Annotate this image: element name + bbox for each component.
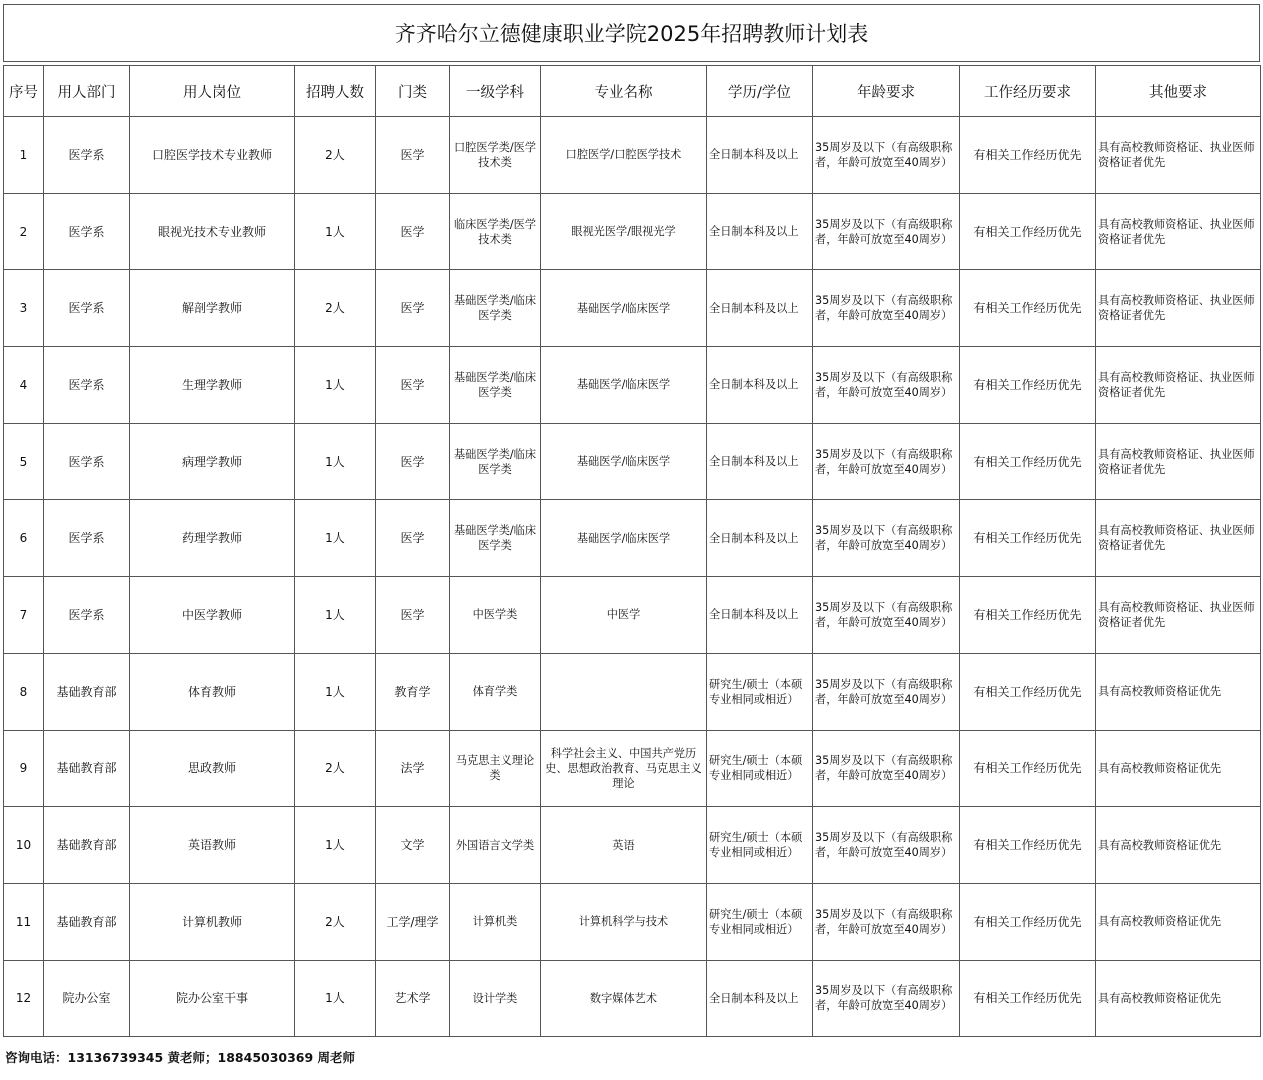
cell-category: 法学 bbox=[376, 730, 450, 807]
cell-degree: 全日制本科及以上 bbox=[707, 347, 813, 424]
cell-discipline: 中医学类 bbox=[450, 577, 541, 654]
cell-index: 6 bbox=[4, 500, 44, 577]
cell-discipline: 基础医学类/临床医学类 bbox=[450, 423, 541, 500]
cell-position: 生理学教师 bbox=[130, 347, 295, 424]
cell-experience: 有相关工作经历优先 bbox=[960, 960, 1096, 1037]
cell-age: 35周岁及以下（有高级职称者，年龄可放宽至40周岁） bbox=[813, 807, 960, 884]
cell-other: 具有高校教师资格证、执业医师资格证者优先 bbox=[1096, 193, 1261, 270]
table-row bbox=[4, 960, 1261, 1037]
cell-index: 4 bbox=[4, 347, 44, 424]
cell-count: 2人 bbox=[295, 117, 376, 194]
cell-index: 10 bbox=[4, 807, 44, 884]
table-row bbox=[4, 500, 1261, 577]
cell-age: 35周岁及以下（有高级职称者，年龄可放宽至40周岁） bbox=[813, 193, 960, 270]
cell-major: 基础医学/临床医学 bbox=[541, 347, 707, 424]
cell-discipline: 基础医学类/临床医学类 bbox=[450, 347, 541, 424]
cell-index: 7 bbox=[4, 577, 44, 654]
cell-major: 眼视光医学/眼视光学 bbox=[541, 193, 707, 270]
header-cell: 其他要求 bbox=[1096, 66, 1261, 117]
cell-department: 医学系 bbox=[44, 423, 130, 500]
cell-experience: 有相关工作经历优先 bbox=[960, 653, 1096, 730]
cell-position: 眼视光技术专业教师 bbox=[130, 193, 295, 270]
header-cell: 学历/学位 bbox=[707, 66, 813, 117]
cell-major: 科学社会主义、中国共产党历史、思想政治教育、马克思主义理论 bbox=[541, 730, 707, 807]
cell-discipline: 基础医学类/临床医学类 bbox=[450, 500, 541, 577]
table-row bbox=[4, 883, 1261, 960]
table-row bbox=[4, 577, 1261, 654]
cell-experience: 有相关工作经历优先 bbox=[960, 500, 1096, 577]
cell-count: 2人 bbox=[295, 270, 376, 347]
cell-experience: 有相关工作经历优先 bbox=[960, 347, 1096, 424]
cell-other: 具有高校教师资格证优先 bbox=[1096, 807, 1261, 884]
cell-discipline: 口腔医学类/医学技术类 bbox=[450, 117, 541, 194]
recruitment-table bbox=[3, 65, 1261, 1037]
cell-department: 医学系 bbox=[44, 117, 130, 194]
cell-degree: 全日制本科及以上 bbox=[707, 193, 813, 270]
header-cell: 用人岗位 bbox=[130, 66, 295, 117]
cell-discipline: 基础医学类/临床医学类 bbox=[450, 270, 541, 347]
cell-department: 基础教育部 bbox=[44, 653, 130, 730]
cell-major: 口腔医学/口腔医学技术 bbox=[541, 117, 707, 194]
cell-other: 具有高校教师资格证、执业医师资格证者优先 bbox=[1096, 500, 1261, 577]
cell-category: 艺术学 bbox=[376, 960, 450, 1037]
cell-experience: 有相关工作经历优先 bbox=[960, 883, 1096, 960]
table-title: 齐齐哈尔立德健康职业学院2025年招聘教师计划表 bbox=[3, 4, 1260, 62]
cell-category: 文学 bbox=[376, 807, 450, 884]
cell-count: 1人 bbox=[295, 960, 376, 1037]
cell-department: 基础教育部 bbox=[44, 807, 130, 884]
cell-count: 2人 bbox=[295, 730, 376, 807]
cell-index: 2 bbox=[4, 193, 44, 270]
cell-other: 具有高校教师资格证、执业医师资格证者优先 bbox=[1096, 347, 1261, 424]
table-row bbox=[4, 730, 1261, 807]
cell-discipline: 体育学类 bbox=[450, 653, 541, 730]
cell-age: 35周岁及以下（有高级职称者，年龄可放宽至40周岁） bbox=[813, 117, 960, 194]
contact-info: 咨询电话：13136739345 黄老师；18845030369 周老师 bbox=[5, 1050, 356, 1065]
cell-major: 基础医学/临床医学 bbox=[541, 270, 707, 347]
table-row bbox=[4, 270, 1261, 347]
cell-position: 解剖学教师 bbox=[130, 270, 295, 347]
cell-count: 1人 bbox=[295, 807, 376, 884]
table-row bbox=[4, 807, 1261, 884]
cell-age: 35周岁及以下（有高级职称者，年龄可放宽至40周岁） bbox=[813, 423, 960, 500]
cell-other: 具有高校教师资格证、执业医师资格证者优先 bbox=[1096, 117, 1261, 194]
cell-other: 具有高校教师资格证优先 bbox=[1096, 730, 1261, 807]
cell-count: 1人 bbox=[295, 193, 376, 270]
cell-degree: 全日制本科及以上 bbox=[707, 117, 813, 194]
cell-department: 基础教育部 bbox=[44, 730, 130, 807]
cell-index: 1 bbox=[4, 117, 44, 194]
cell-discipline: 计算机类 bbox=[450, 883, 541, 960]
cell-degree: 研究生/硕士（本硕专业相同或相近） bbox=[707, 883, 813, 960]
cell-major: 英语 bbox=[541, 807, 707, 884]
cell-discipline: 马克思主义理论类 bbox=[450, 730, 541, 807]
cell-category: 医学 bbox=[376, 193, 450, 270]
table-row bbox=[4, 653, 1261, 730]
cell-experience: 有相关工作经历优先 bbox=[960, 193, 1096, 270]
cell-discipline: 外国语言文学类 bbox=[450, 807, 541, 884]
header-cell: 用人部门 bbox=[44, 66, 130, 117]
cell-degree: 全日制本科及以上 bbox=[707, 500, 813, 577]
cell-experience: 有相关工作经历优先 bbox=[960, 807, 1096, 884]
cell-category: 医学 bbox=[376, 270, 450, 347]
header-cell: 门类 bbox=[376, 66, 450, 117]
cell-position: 体育教师 bbox=[130, 653, 295, 730]
header-cell: 专业名称 bbox=[541, 66, 707, 117]
cell-other: 具有高校教师资格证、执业医师资格证者优先 bbox=[1096, 577, 1261, 654]
cell-age: 35周岁及以下（有高级职称者，年龄可放宽至40周岁） bbox=[813, 960, 960, 1037]
cell-count: 1人 bbox=[295, 423, 376, 500]
cell-position: 院办公室干事 bbox=[130, 960, 295, 1037]
cell-category: 医学 bbox=[376, 347, 450, 424]
cell-experience: 有相关工作经历优先 bbox=[960, 577, 1096, 654]
cell-department: 医学系 bbox=[44, 577, 130, 654]
table-row bbox=[4, 193, 1261, 270]
header-cell: 年龄要求 bbox=[813, 66, 960, 117]
cell-degree: 全日制本科及以上 bbox=[707, 270, 813, 347]
cell-major bbox=[541, 653, 707, 730]
cell-age: 35周岁及以下（有高级职称者，年龄可放宽至40周岁） bbox=[813, 500, 960, 577]
cell-category: 医学 bbox=[376, 577, 450, 654]
cell-index: 5 bbox=[4, 423, 44, 500]
cell-department: 医学系 bbox=[44, 347, 130, 424]
cell-discipline: 设计学类 bbox=[450, 960, 541, 1037]
cell-degree: 研究生/硕士（本硕专业相同或相近） bbox=[707, 807, 813, 884]
cell-other: 具有高校教师资格证优先 bbox=[1096, 883, 1261, 960]
cell-other: 具有高校教师资格证优先 bbox=[1096, 653, 1261, 730]
cell-count: 2人 bbox=[295, 883, 376, 960]
cell-position: 中医学教师 bbox=[130, 577, 295, 654]
cell-category: 工学/理学 bbox=[376, 883, 450, 960]
cell-count: 1人 bbox=[295, 577, 376, 654]
cell-major: 基础医学/临床医学 bbox=[541, 423, 707, 500]
header-cell: 一级学科 bbox=[450, 66, 541, 117]
cell-department: 院办公室 bbox=[44, 960, 130, 1037]
cell-category: 医学 bbox=[376, 500, 450, 577]
cell-experience: 有相关工作经历优先 bbox=[960, 270, 1096, 347]
cell-index: 11 bbox=[4, 883, 44, 960]
cell-age: 35周岁及以下（有高级职称者，年龄可放宽至40周岁） bbox=[813, 577, 960, 654]
header-row bbox=[4, 66, 1261, 117]
cell-index: 9 bbox=[4, 730, 44, 807]
header-cell: 序号 bbox=[4, 66, 44, 117]
cell-count: 1人 bbox=[295, 500, 376, 577]
cell-other: 具有高校教师资格证、执业医师资格证者优先 bbox=[1096, 423, 1261, 500]
cell-major: 中医学 bbox=[541, 577, 707, 654]
cell-category: 医学 bbox=[376, 423, 450, 500]
cell-position: 思政教师 bbox=[130, 730, 295, 807]
cell-degree: 全日制本科及以上 bbox=[707, 960, 813, 1037]
cell-category: 医学 bbox=[376, 117, 450, 194]
header-cell: 招聘人数 bbox=[295, 66, 376, 117]
cell-degree: 研究生/硕士（本硕专业相同或相近） bbox=[707, 730, 813, 807]
cell-position: 口腔医学技术专业教师 bbox=[130, 117, 295, 194]
cell-department: 基础教育部 bbox=[44, 883, 130, 960]
cell-age: 35周岁及以下（有高级职称者，年龄可放宽至40周岁） bbox=[813, 653, 960, 730]
cell-department: 医学系 bbox=[44, 270, 130, 347]
cell-degree: 研究生/硕士（本硕专业相同或相近） bbox=[707, 653, 813, 730]
cell-major: 计算机科学与技术 bbox=[541, 883, 707, 960]
cell-age: 35周岁及以下（有高级职称者，年龄可放宽至40周岁） bbox=[813, 270, 960, 347]
cell-count: 1人 bbox=[295, 347, 376, 424]
cell-other: 具有高校教师资格证、执业医师资格证者优先 bbox=[1096, 270, 1261, 347]
cell-position: 药理学教师 bbox=[130, 500, 295, 577]
cell-position: 英语教师 bbox=[130, 807, 295, 884]
table-row bbox=[4, 347, 1261, 424]
table-body bbox=[4, 117, 1261, 1037]
cell-major: 基础医学/临床医学 bbox=[541, 500, 707, 577]
table-row bbox=[4, 117, 1261, 194]
table-row bbox=[4, 423, 1261, 500]
cell-discipline: 临床医学类/医学技术类 bbox=[450, 193, 541, 270]
cell-index: 3 bbox=[4, 270, 44, 347]
cell-position: 计算机教师 bbox=[130, 883, 295, 960]
cell-experience: 有相关工作经历优先 bbox=[960, 423, 1096, 500]
cell-position: 病理学教师 bbox=[130, 423, 295, 500]
cell-degree: 全日制本科及以上 bbox=[707, 423, 813, 500]
cell-age: 35周岁及以下（有高级职称者，年龄可放宽至40周岁） bbox=[813, 883, 960, 960]
cell-category: 教育学 bbox=[376, 653, 450, 730]
cell-count: 1人 bbox=[295, 653, 376, 730]
cell-major: 数字媒体艺术 bbox=[541, 960, 707, 1037]
cell-index: 12 bbox=[4, 960, 44, 1037]
cell-degree: 全日制本科及以上 bbox=[707, 577, 813, 654]
cell-age: 35周岁及以下（有高级职称者，年龄可放宽至40周岁） bbox=[813, 730, 960, 807]
cell-other: 具有高校教师资格证优先 bbox=[1096, 960, 1261, 1037]
header-cell: 工作经历要求 bbox=[960, 66, 1096, 117]
cell-experience: 有相关工作经历优先 bbox=[960, 730, 1096, 807]
cell-experience: 有相关工作经历优先 bbox=[960, 117, 1096, 194]
cell-age: 35周岁及以下（有高级职称者，年龄可放宽至40周岁） bbox=[813, 347, 960, 424]
cell-index: 8 bbox=[4, 653, 44, 730]
cell-department: 医学系 bbox=[44, 193, 130, 270]
cell-department: 医学系 bbox=[44, 500, 130, 577]
